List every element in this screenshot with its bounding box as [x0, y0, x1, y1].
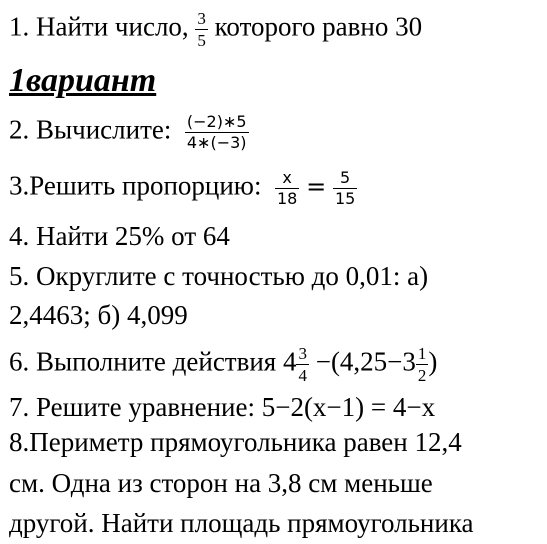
fraction-denominator: 15: [334, 189, 356, 208]
fraction-denominator: 5: [197, 31, 206, 50]
fraction-numerator: (−2)∗5: [186, 112, 247, 131]
task-1-text-b: которого равно 30: [207, 11, 423, 42]
task-2-fraction: [185, 114, 249, 151]
task-8-line-1: 8.Периметр прямоугольника равен 12,4: [9, 427, 462, 457]
task-6-end: ): [428, 346, 438, 377]
task-6-label: 6. Выполните действия 4: [9, 346, 297, 377]
task-2: [9, 114, 249, 151]
task-8-line-2: см. Одна из сторон на 3,8 см меньше: [9, 468, 433, 498]
task-3-right-fraction: [333, 170, 357, 207]
task-6-middle: −(4,25−3: [315, 346, 416, 377]
fraction-bar: [416, 364, 429, 365]
task-1-fraction: [195, 10, 208, 49]
task-1: [9, 10, 422, 49]
task-8-line-3: другой. Найти площадь прямоугольника: [9, 508, 474, 538]
fraction-denominator: 2: [417, 366, 427, 385]
task-6: [9, 345, 437, 384]
fraction-denominator: 4∗(−3): [186, 133, 247, 152]
task-3-label: 3.Решить пропорцию:: [9, 170, 262, 201]
variant-heading: 1вариант: [9, 62, 157, 99]
task-5-line-2: 2,4463; б) 4,099: [9, 300, 188, 330]
fraction-denominator: 18: [276, 189, 298, 208]
task-7: 7. Решите уравнение: 5−2(x−1) = 4−x: [9, 392, 436, 422]
fraction-numerator: 5: [340, 168, 351, 187]
fraction-numerator: 3: [197, 9, 206, 28]
task-6-mixed-fraction-1: [296, 345, 309, 384]
task-6-mixed-fraction-2: [416, 345, 429, 384]
fraction-numerator: 3: [298, 344, 307, 363]
fraction-denominator: 4: [298, 366, 307, 385]
task-4: 4. Найти 25% от 64: [9, 221, 230, 251]
task-5-line-1: 5. Округлите с точностью до 0,01: а): [9, 261, 429, 291]
task-3: [9, 170, 357, 207]
fraction-bar: [195, 29, 208, 30]
fraction-numerator: x: [282, 168, 292, 187]
fraction-bar: [296, 364, 309, 365]
task-2-label: 2. Вычислите:: [9, 114, 172, 145]
task-1-text-a: 1. Найти число,: [9, 11, 196, 42]
equals-sign: =: [306, 172, 327, 201]
task-3-left-fraction: [275, 170, 299, 207]
fraction-numerator: 1: [417, 344, 427, 363]
